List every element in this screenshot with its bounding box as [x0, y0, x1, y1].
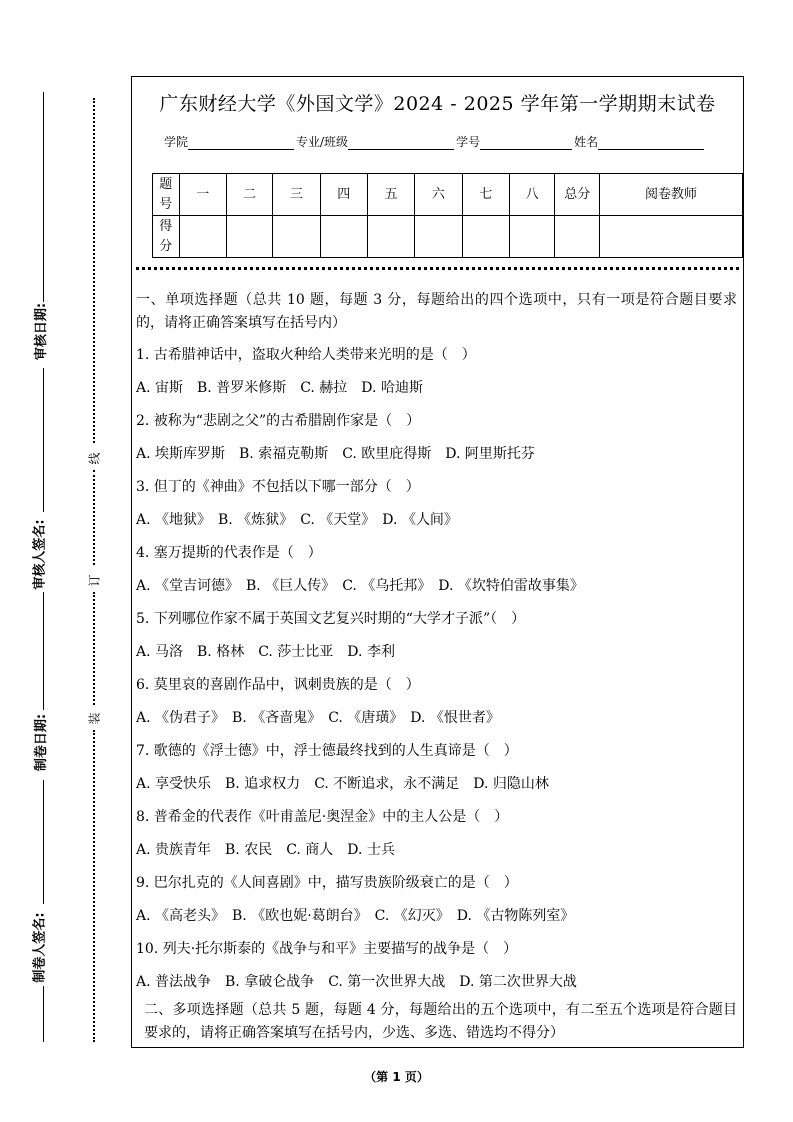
question-6: 6. 莫里哀的喜剧作品中，讽刺贵族的是（ ）: [136, 677, 420, 693]
score-label-cell: 得分: [153, 216, 180, 258]
options-2: A. 埃斯库罗斯 B. 索福克勒斯 C. 欧里庇得斯 D. 阿里斯托芬: [136, 446, 535, 462]
seal-dotted-line-2: [93, 470, 95, 565]
student-no-field[interactable]: [480, 135, 572, 150]
seal-xian-label: 线: [87, 452, 102, 465]
col-4: 四: [320, 174, 367, 216]
audit-date-label: 审核日期:: [34, 302, 50, 361]
col-grader: 阅卷教师: [600, 174, 743, 216]
score-cell-2[interactable]: [226, 216, 272, 258]
audit-sign-label: 审核人签名:: [32, 519, 48, 590]
col-7: 七: [462, 174, 509, 216]
seal-dotted-line-1: [93, 98, 95, 443]
options-10: A. 普法战争 B. 拿破仑战争 C. 第一次世界大战 D. 第二次世界大战: [136, 974, 577, 990]
question-3: 3. 但丁的《神曲》不包括以下哪一部分（ ）: [136, 479, 420, 495]
score-cell-7[interactable]: [462, 216, 509, 258]
options-3: A. 《地狱》 B. 《炼狱》 C. 《天堂》 D. 《人间》: [136, 512, 458, 528]
exam-frame: [131, 76, 744, 1048]
options-1: A. 宙斯 B. 普罗米修斯 C. 赫拉 D. 哈迪斯: [136, 380, 423, 396]
student-no-label: 学号: [456, 135, 481, 149]
score-cell-3[interactable]: [273, 216, 320, 258]
options-9: A. 《高老头》 B. 《欧也妮·葛朗台》 C. 《幻灭》 D. 《古物陈列室》: [136, 908, 575, 924]
major-label: 专业/班级: [296, 135, 349, 149]
header-label-cell: 题号: [153, 174, 180, 216]
score-cell-total[interactable]: [555, 216, 600, 258]
question-2: 2. 被称为“悲剧之父”的古希腊剧作家是（ ）: [136, 413, 421, 429]
options-4: A. 《堂吉诃德》 B. 《巨人传》 C. 《乌托邦》 D. 《坎特伯雷故事集》: [136, 578, 584, 594]
col-2: 二: [226, 174, 272, 216]
question-9: 9. 巴尔扎克的《人间喜剧》中，描写贵族阶级衰亡的是（ ）: [136, 875, 518, 891]
margin-line-5: [43, 986, 44, 1042]
seal-zhuang-label: 装: [87, 712, 102, 725]
margin-line-3: [43, 592, 44, 710]
options-6: A. 《伪君子》 B. 《吝啬鬼》 C. 《唐璜》 D. 《恨世者》: [136, 710, 500, 726]
dotted-separator: [136, 267, 739, 270]
col-3: 三: [273, 174, 320, 216]
question-10: 10. 列夫·托尔斯泰的《战争与和平》主要描写的战争是（ ）: [136, 941, 518, 957]
score-cell-grader[interactable]: [600, 216, 743, 258]
col-8: 八: [509, 174, 555, 216]
college-label: 学院: [164, 135, 189, 149]
name-label: 姓名: [574, 135, 599, 149]
page-number: （第 1 页）: [364, 1070, 429, 1084]
col-6: 六: [415, 174, 462, 216]
col-1: 一: [179, 174, 226, 216]
question-5: 5. 下列哪位作家不属于英国文艺复兴时期的“大学才子派”（ ）: [136, 611, 526, 627]
question-7: 7. 歌德的《浮士德》中，浮士德最终找到的人生真谛是（ ）: [136, 743, 518, 759]
make-date-label: 制卷日期:: [34, 713, 50, 772]
question-8: 8. 普希金的代表作《叶甫盖尼·奥涅金》中的主人公是（ ）: [136, 809, 509, 825]
score-table-score-row: [153, 216, 743, 258]
margin-line-1: [43, 92, 44, 302]
name-field[interactable]: [598, 135, 704, 150]
col-5: 五: [367, 174, 414, 216]
options-7: A. 享受快乐 B. 追求权力 C. 不断追求，永不满足 D. 归隐山林: [136, 776, 549, 792]
score-table-header-row: [153, 174, 743, 216]
major-field[interactable]: [348, 135, 454, 150]
score-cell-8[interactable]: [509, 216, 555, 258]
score-cell-1[interactable]: [179, 216, 226, 258]
student-info-row: [164, 133, 706, 150]
score-table: [152, 173, 743, 258]
margin-line-2: [43, 368, 44, 512]
seal-ding-label: 订: [87, 574, 102, 587]
exam-title: 广东财经大学《外国文学》2024 - 2025 学年第一学期期末试卷: [159, 93, 716, 115]
margin-line-4: [43, 780, 44, 904]
score-cell-6[interactable]: [415, 216, 462, 258]
exam-content: [136, 289, 737, 1045]
seal-dotted-line-4: [93, 730, 95, 1042]
section1-heading: 一、单项选择题（总共 10 题，每题 3 分，每题给出的四个选项中，只有一项是符合题目要求的，请将正确答案填写在括号内）: [136, 292, 737, 331]
score-cell-4[interactable]: [320, 216, 367, 258]
question-1: 1. 古希腊神话中，盗取火种给人类带来光明的是（ ）: [136, 347, 476, 363]
options-8: A. 贵族青年 B. 农民 C. 商人 D. 士兵: [136, 842, 395, 858]
seal-dotted-line-3: [93, 592, 95, 705]
question-4: 4. 塞万提斯的代表作是（ ）: [136, 545, 322, 561]
options-5: A. 马洛 B. 格林 C. 莎士比亚 D. 李利: [136, 644, 395, 660]
col-total: 总分: [555, 174, 600, 216]
college-field[interactable]: [188, 135, 294, 150]
make-sign-label: 制卷人签名:: [32, 912, 48, 983]
section2-heading: 二、多项选择题（总共 5 题，每题 4 分，每题给出的五个选项中，有二至五个选项是符合题目要求的，请将正确答案填写在括号内，少选、多选、错选均不得分）: [144, 1002, 737, 1041]
score-cell-5[interactable]: [367, 216, 414, 258]
